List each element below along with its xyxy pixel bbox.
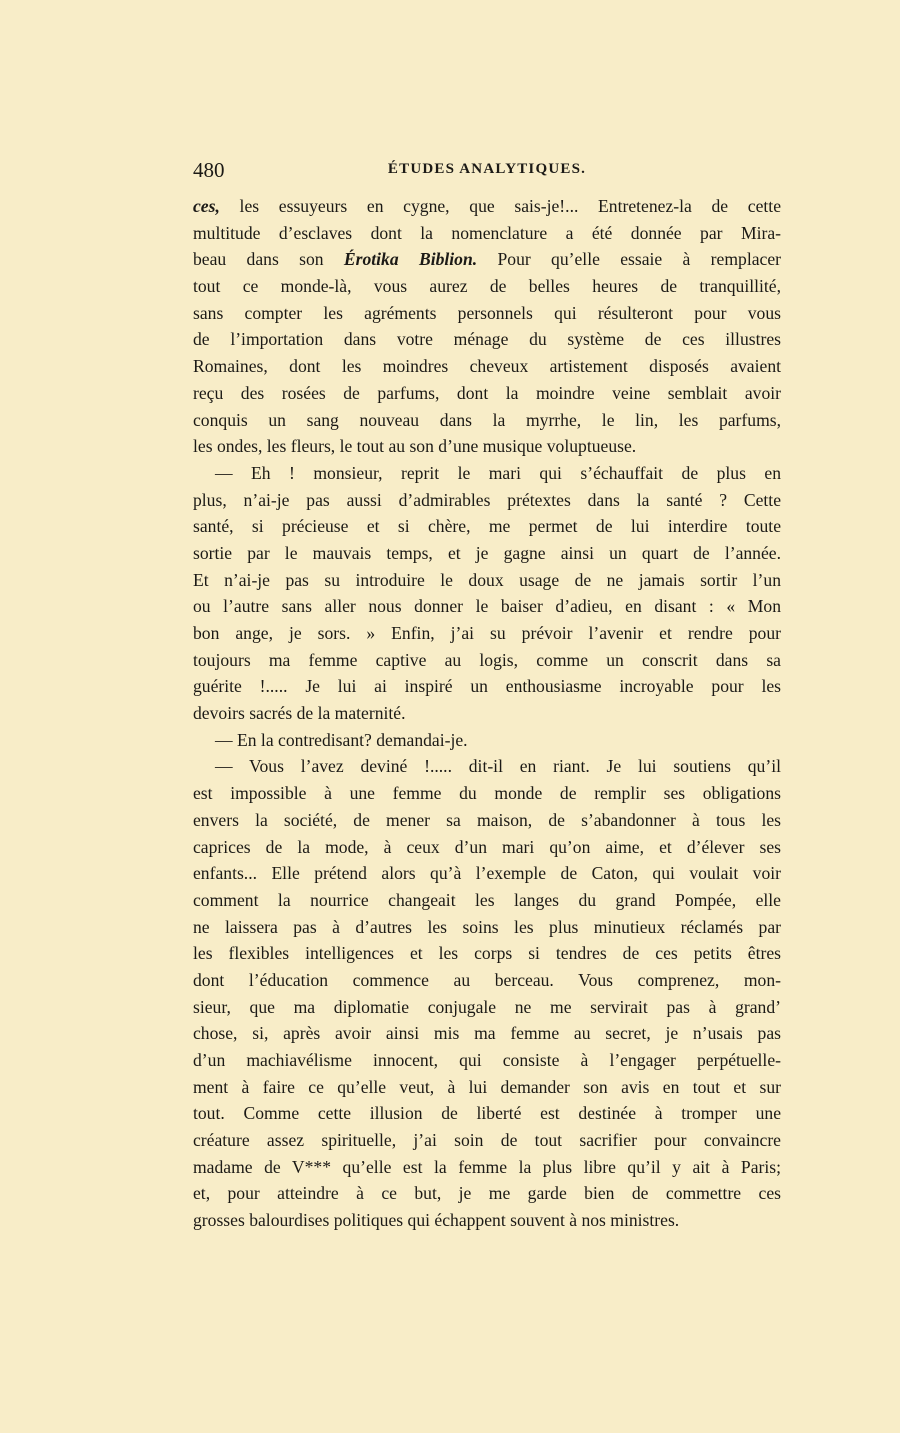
- text-line: [193, 513, 781, 540]
- text-line: [193, 967, 781, 994]
- text-line: [193, 647, 781, 674]
- line-text: chose, si, après avoir ainsi mis ma femme au secret, je n’usais pas: [193, 1023, 781, 1044]
- page-header: [193, 158, 781, 186]
- line-text: Pour qu’elle essaie à remplacer: [477, 249, 782, 270]
- text-line: [193, 326, 781, 353]
- running-title: ÉTUDES ANALYTIQUES.: [387, 161, 587, 177]
- italic-text: ces,: [193, 196, 220, 216]
- line-text: sieur, que ma diplomatie conjugale ne me servirait pas à grand’: [193, 996, 781, 1017]
- line-text: guérite !..... Je lui ai inspiré un enthousiasme incroyable pour les: [193, 676, 781, 697]
- line-text: comment la nourrice changeait les langes du grand Pompée, elle: [193, 889, 781, 910]
- line-text: et, pour atteindre à ce but, je me garde bien de commettre ces: [193, 1183, 781, 1204]
- line-text: conquis un sang nouveau dans la myrrhe, le lin, les parfums,: [193, 409, 781, 430]
- line-text: Romaines, dont les moindres cheveux artistement disposés avaient: [193, 356, 781, 377]
- line-text: Et n’ai-je pas su introduire le doux usage de ne jamais sortir l’un: [193, 569, 781, 590]
- line-text: — En la contredisant? demandai-je.: [215, 729, 468, 750]
- text-line: [193, 807, 781, 834]
- text-line: [193, 940, 781, 967]
- line-text: plus, n’ai-je pas aussi d’admirables prétextes dans la santé ? Cette: [193, 489, 781, 510]
- text-line: [193, 433, 781, 460]
- page-number: 480: [193, 158, 225, 182]
- text-line: [193, 540, 781, 567]
- text-line: [193, 487, 781, 514]
- line-text: créature assez spirituelle, j’ai soin de tout sacrifier pour convaincre: [193, 1130, 781, 1151]
- text-line: [193, 994, 781, 1021]
- text-line: [193, 300, 781, 327]
- text-line: [193, 1127, 781, 1154]
- text-line: [193, 1047, 781, 1074]
- text-line: [193, 1207, 781, 1234]
- text-line: [193, 887, 781, 914]
- line-text: les flexibles intelligences et les corps si tendres de ces petits êtres: [193, 943, 781, 964]
- text-line: [193, 407, 781, 434]
- line-text: — Eh ! monsieur, reprit le mari qui s’échauffait de plus en: [215, 462, 781, 483]
- text-line: [193, 673, 781, 700]
- text-line: [193, 353, 781, 380]
- text-line: [193, 1100, 781, 1127]
- line-text: les essuyeurs en cygne, que sais-je!... Entretenez-la de cette: [219, 196, 781, 216]
- line-text: beau dans son: [193, 249, 344, 270]
- line-text: grosses balourdises politiques qui échappent souvent à nos ministres.: [193, 1210, 680, 1231]
- line-text: tout. Comme cette illusion de liberté est destinée à tromper une: [193, 1103, 781, 1124]
- line-text: d’un machiavélisme innocent, qui consiste à l’engager perpétuelle-: [193, 1050, 781, 1070]
- line-text: reçu des rosées de parfums, dont la moindre veine semblait avoir: [193, 382, 781, 403]
- text-line: [193, 1180, 781, 1207]
- line-text: sans compter les agréments personnels qui résulteront pour vous: [193, 302, 781, 323]
- line-text: multitude d’esclaves dont la nomenclature a été donnée par Mira-: [193, 222, 781, 243]
- text-line: [193, 460, 781, 487]
- text-line: [193, 914, 781, 941]
- text-line: [193, 567, 781, 594]
- line-text: dont l’éducation commence au berceau. Vous comprenez, mon-: [193, 969, 781, 990]
- line-text: les ondes, les fleurs, le tout au son d’une musique voluptueuse.: [193, 436, 637, 457]
- text-line: [193, 1074, 781, 1101]
- text-line: [193, 380, 781, 407]
- text-line: [193, 220, 781, 247]
- line-text: est impossible à une femme du monde de remplir ses obligations: [193, 783, 781, 804]
- text-line: [193, 753, 781, 780]
- text-line: [193, 700, 781, 727]
- text-line: [193, 1020, 781, 1047]
- line-text: ment à faire ce qu’elle veut, à lui demander son avis en tout et sur: [193, 1076, 781, 1097]
- line-text: ne laissera pas à d’autres les soins les plus minutieux réclamés par: [193, 916, 781, 937]
- text-line: [193, 246, 781, 273]
- line-text: toujours ma femme captive au logis, comme un conscrit dans sa: [193, 649, 781, 670]
- text-line: [193, 860, 781, 887]
- line-text: envers la société, de mener sa maison, de s’abandonner à tous les: [193, 809, 781, 830]
- text-line: [193, 1154, 781, 1181]
- text-line: [193, 727, 781, 754]
- text-line: [193, 593, 781, 620]
- line-text: devoirs sacrés de la maternité.: [193, 703, 406, 724]
- text-line: [193, 780, 781, 807]
- line-text: caprices de la mode, à ceux d’un mari qu’on aime, et d’élever ses: [193, 836, 781, 857]
- text-line: [193, 193, 781, 220]
- line-text: santé, si précieuse et si chère, me permet de lui interdire toute: [193, 516, 781, 537]
- italic-text: Érotika Biblion.: [343, 249, 478, 270]
- line-text: de l’importation dans votre ménage du système de ces illustres: [193, 329, 781, 350]
- line-text: sortie par le mauvais temps, et je gagne ainsi un quart de l’année.: [193, 542, 781, 563]
- text-line: [193, 620, 781, 647]
- line-text: tout ce monde-là, vous aurez de belles heures de tranquillité,: [193, 276, 781, 297]
- line-text: enfants... Elle prétend alors qu’à l’exemple de Caton, qui voulait voir: [193, 863, 781, 884]
- text-line: [193, 834, 781, 861]
- line-text: ou l’autre sans aller nous donner le baiser d’adieu, en disant : « Mon: [193, 596, 781, 617]
- line-text: — Vous l’avez deviné !..... dit-il en riant. Je lui soutiens qu’il: [215, 756, 781, 777]
- body-text: [193, 193, 781, 1234]
- text-line: [193, 273, 781, 300]
- line-text: madame de V*** qu’elle est la femme la plus libre qu’il y ait à Paris;: [193, 1156, 781, 1177]
- line-text: bon ange, je sors. » Enfin, j’ai su prévoir l’avenir et rendre pour: [193, 623, 781, 643]
